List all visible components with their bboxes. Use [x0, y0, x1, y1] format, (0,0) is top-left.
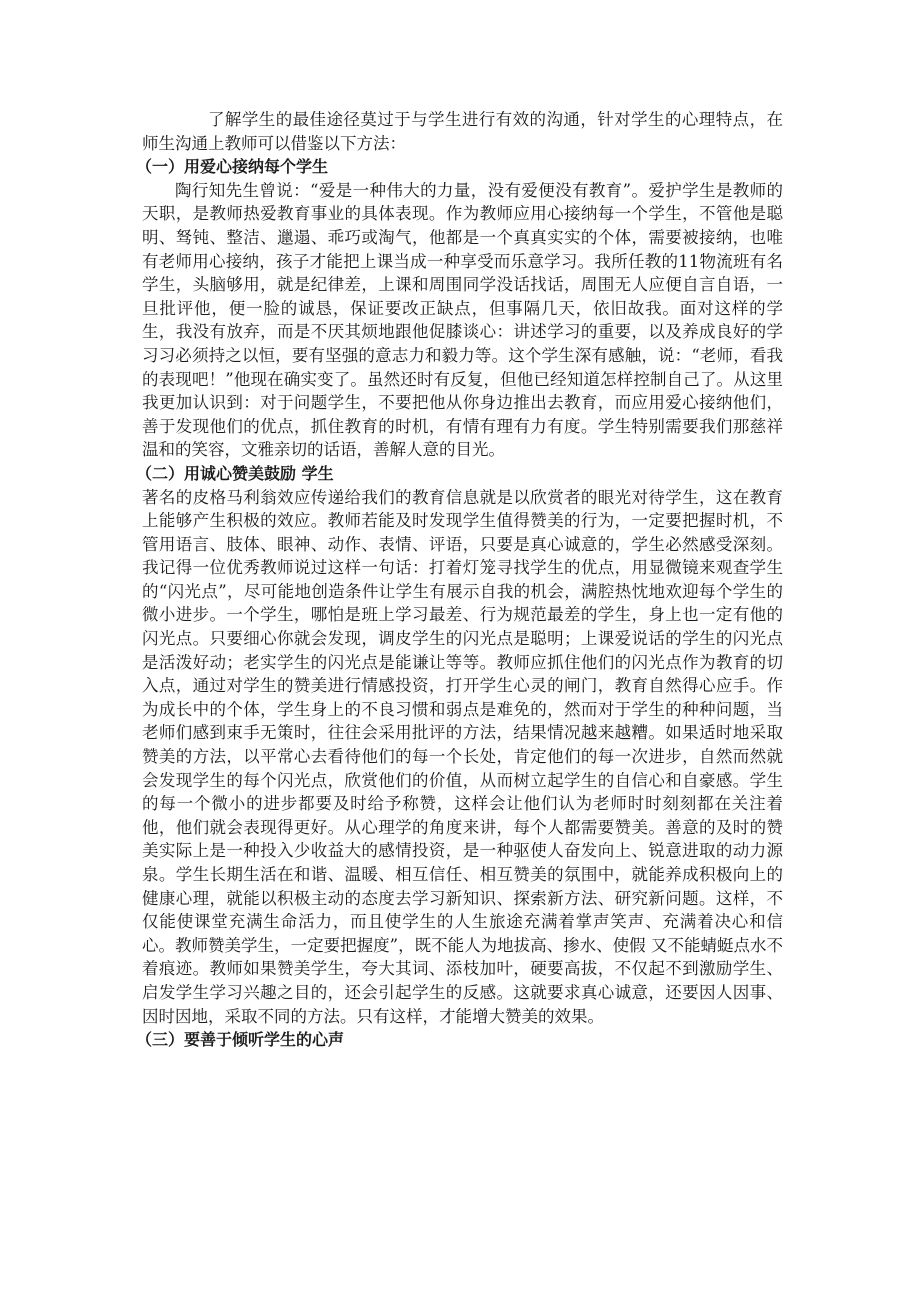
section-2-body: 著名的皮格马利翁效应传递给我们的教育信息就是以欣赏者的眼光对待学生，这在教育上能够产生积极的效应。教师若能及时发现学生值得赞美的行为，一定要把握时机，不管用语言、肢体、眼神、动作、表情、评语，只要是真心诚意的，学生必然感受深刻。我记得一位优秀教师说过这样一句话：打着灯笼寻找学生的优点，用显微镜来观查学生的“闪光点”，尽可能地创造条件让学生有展示自我的机会，满腔热忱地欢迎每个学生的微小进步。一个学生，哪怕是班上学习最差、行为规范最差的学生，身上也一定有他的闪光点。只要细心你就会发现，调皮学生的闪光点是聪明；上课爱说话的学生的闪光点是活泼好动；老实学生的闪光点是能谦让等等。教师应抓住他们的闪光点作为教育的切入点，通过对学生的赞美进行情感投资，打开学生心灵的闸门，教育自然得心应手。作为成长中的个体，学生身上的不良习惯和弱点是难免的，然而对于学生的种种问题，当老师们感到束手无策时，往往会采用批评的方法，结果情况越来越糟。如果适时地采取赞美的方法，以平常心去看待他们的每一个长处，肯定他们的每一次进步，自然而然就会发现学生的每个闪光点，欣赏他们的价值，从而树立起学生的自信心和自豪感。学生的每一个微小的进步都要及时给予称赞，这样会让他们认为老师时时刻刻都在关注着他，他们就会表现得更好。从心理学的角度来讲，每个人都需要赞美。善意的及时的赞美实际上是一种投入少收益大的感情投资，是一种驱使人奋发向上、锐意进取的动力源泉。学生长期生活在和谐、温暖、相互信任、相互赞美的氛围中，就能养成积极向上的健康心理，就能以积极主动的态度去学习新知识、探索新方法、研究新问题。这样，不仅能使课堂充满生命活力，而且使学生的人生旅途充满着掌声笑声、充满着决心和信心。教师赞美学生，一定要把握度”，既不能人为地拔高、掺水、使假 又不能蜻蜓点水不着痕迹。教师如果赞美学生，夸大其词、添枝加叶，硬要高拔，不仅起不到激励学生、启发学生学习兴趣之目的，还会引起学生的反感。这就要求真心诚意，还要因人因事、因时因地，采取不同的方法。只有这样，才能增大赞美的效果。 — [142, 487, 783, 1026]
section-1-heading: （一）用爱心接纳每个学生 — [136, 157, 329, 177]
section-1-body: 陶行知先生曾说：“爱是一种伟大的力量，没有爱便没有教育”。爱护学生是教师的天职，是教师热爱教育事业的具体表现。作为教师应用心接纳每一个学生，不管他是聪明、驽钝、整洁、邋遢、乖巧或淘气，他都是一个真真实实的个体，需要被接纳，也唯有老师用心接纳，孩子才能把上课当成一种享受而乐意学习。我所任教的11物流班有名学生，头脑够用，就是纪律差，上课和周围同学没话找话，周围无人应便自言自语，一旦批评他，便一脸的诚恳，保证要改正缺点，但事隔几天，依旧故我。面对这样的学生，我没有放弃，而是不厌其烦地跟他促膝谈心：讲述学习的重要，以及养成良好的学习习必须持之以恒，要有坚强的意志力和毅力等。这个学生深有感触，说：“老师，看我的表现吧！”他现在确实变了。虽然还时有反复，但他已经知道怎样控制自己了。从这里我更加认识到：对于问题学生，不要把他从你身边推出去教育，而应用爱心接纳他们，善于发现他们的优点，抓住教育的时机，有情有理有力有度。学生特别需要我们那慈祥温和的笑容，文雅亲切的话语，善解人意的目光。 — [142, 180, 783, 460]
section-2-heading: （二）用诚心赞美鼓励 学生 — [136, 463, 334, 483]
section-3-heading: （三）要善于倾听学生的心声 — [136, 1030, 345, 1050]
intro-paragraph: 了解学生的最佳途径莫过于与学生进行有效的沟通，针对学生的心理特点，在师生沟通上教师可以借鉴以下方法： — [142, 110, 783, 153]
document-page — [136, 108, 783, 1052]
